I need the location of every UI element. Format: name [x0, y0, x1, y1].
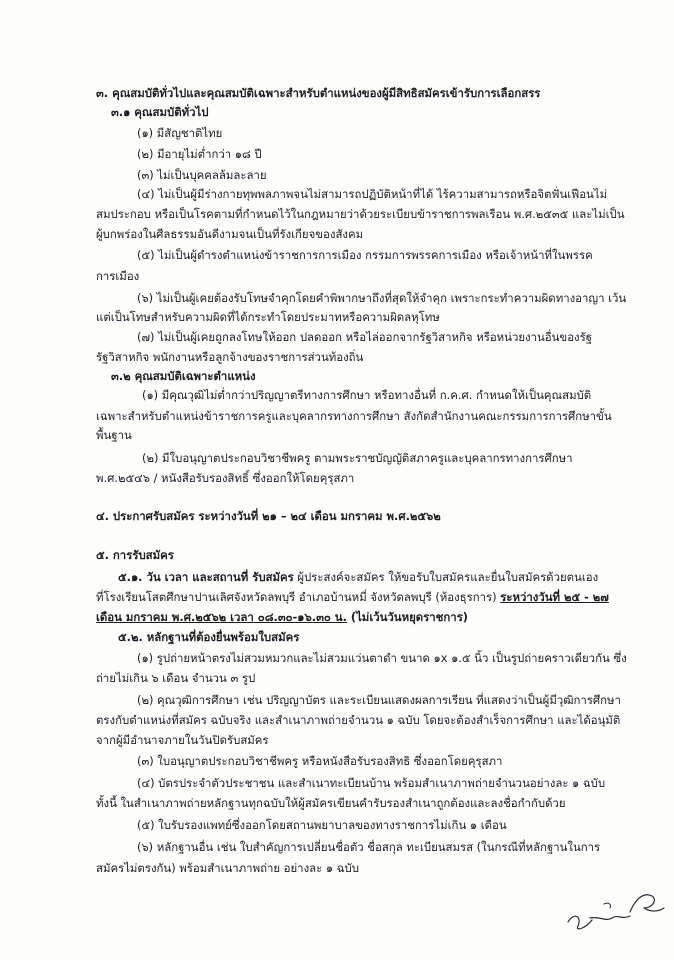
general-item-4-line-2: สมประกอบ หรือเป็นโรคตามที่กำหนดไว้ในกฎหมายว่าด้วยระเบียบข้าราชการพลเรือน พ.ศ.๒๕๓๕ และไม่เป็น: [96, 207, 625, 221]
section-5-heading: ๕. การรับสมัคร: [96, 548, 174, 562]
general-item-6-line-1: (๖) ไม่เป็นผู้เคยต้องรับโทษจำคุกโดยคำพิพากษาถึงที่สุดให้จำคุก เพราะกระทำความผิดทางอาญา เว้น: [137, 291, 627, 305]
evidence-item-6-line-2: สมัครไม่ตรงกัน) พร้อมสำเนาภาพถ่าย อย่างละ ๑ ฉบับ: [96, 861, 359, 875]
evidence-item-4-line-2: ทั้งนี้ ในสำเนาภาพถ่ายหลักฐานทุกฉบับให้ผู้สมัครเขียนคำรับรองสำเนาถูกต้องและลงชื่อกำกับด้วย: [96, 796, 566, 810]
general-item-6-line-2: แต่เป็นโทษสำหรับความผิดที่ได้กระทำโดยประมาทหรือความผิดลหุโทษ: [96, 310, 440, 324]
general-item-2: (๒) มีอายุไม่ต่ำกว่า ๑๘ ปี: [137, 147, 262, 161]
general-item-1: (๑) มีสัญชาติไทย: [137, 126, 223, 140]
evidence-item-6-line-1: (๖) หลักฐานอื่น เช่น ใบสำคัญการเปลี่ยนชื่อตัว ชื่อสกุล ทะเบียนสมรส (ในกรณีที่หลักฐานในการ: [137, 840, 601, 854]
general-item-7-line-1: (๗) ไม่เป็นผู้เคยถูกลงโทษให้ออก ปลดออก หรือไล่ออกจากรัฐวิสาหกิจ หรือหน่วยงานอื่นของรัฐ: [137, 330, 592, 344]
specific-item-1-line-1: (๑) มีคุณวุฒิไม่ต่ำกว่าปริญญาตรีทางการศึกษา หรือทางอื่นที่ ก.ค.ศ. กำหนดให้เป็นคุณสมบัติ: [142, 388, 592, 402]
evidence-item-2-line-3: จากผู้มีอำนาจภายในวันปิดรับสมัคร: [96, 733, 269, 747]
specific-item-2-line-1: (๒) มีใบอนุญาตประกอบวิชาชีพครู ตามพระราชบัญญัติสภาครูและบุคลากรทางการศึกษา: [142, 451, 573, 465]
evidence-item-1-line-2: ถ่ายไม่เกิน ๖ เดือน จำนวน ๓ รูป: [96, 671, 256, 685]
specific-item-1-line-2: เฉพาะสำหรับตำแหน่งข้าราชการครูและบุคลากรทางการศึกษา สังกัดสำนักงานคณะกรรมการการศึกษาขั้น: [96, 409, 612, 423]
section-4-announcement: ๔. ประกาศรับสมัคร ระหว่างวันที่ ๒๑ – ๒๔ เดือน มกราคม พ.ศ.๒๕๖๒: [96, 509, 441, 523]
section-5-1-line-1-rest: ผู้ประสงค์จะสมัคร ให้ขอรับใบสมัครและยื่นใบสมัครด้วยตนเอง: [293, 570, 599, 584]
section-5-1-date-range: ระหว่างวันที่ ๒๕ - ๒๗: [500, 590, 609, 604]
evidence-item-3: (๓) ใบอนุญาตประกอบวิชาชีพครู หรือหนังสือรับรองสิทธิ ซึ่งออกโดยคุรุสภา: [137, 754, 503, 768]
section-5-1-venue: ที่โรงเรียนโสตศึกษาปานเลิศจังหวัดลพบุรี อำเภอบ้านหมี่ จังหวัดลพบุรี (ห้องธุรการ): [96, 590, 501, 604]
general-item-3: (๓) ไม่เป็นบุคคลล้มละลาย: [137, 168, 267, 182]
general-item-4-line-3: ผู้บกพร่องในศีลธรรมอันดีงามจนเป็นที่รังเกียจของสังคม: [96, 227, 364, 241]
evidence-item-2-line-2: ตรงกับตำแหน่งที่สมัคร ฉบับจริง และสำเนาภาพถ่ายจำนวน ๑ ฉบับ โดยจะต้องสำเร็จการศึกษา และได้อนุมัติ: [96, 713, 621, 727]
section-5-1-line-1: [118, 570, 598, 584]
section-3-1-heading: ๓.๑ คุณสมบัติทั่วไป: [111, 105, 209, 119]
evidence-item-4-line-1: (๔) บัตรประจำตัวประชาชน และสำเนาทะเบียนบ้าน พร้อมสำเนาภาพถ่ายจำนวนอย่างละ ๑ ฉบับ: [137, 776, 606, 790]
section-5-1-lead: ๕.๑. วัน เวลา และสถานที่ รับสมัคร: [118, 570, 294, 584]
section-3-2-heading: ๓.๒ คุณสมบัติเฉพาะตำแหน่ง: [111, 369, 256, 383]
section-5-1-month-time: เดือน มกราคม พ.ศ.๒๕๖๒ เวลา ๐๘.๓๐-๑๖.๓๐ น.: [96, 610, 347, 624]
specific-item-1-line-3: พื้นฐาน: [96, 428, 132, 442]
evidence-item-2-line-1: (๒) คุณวุฒิการศึกษา เช่น ปริญญาบัตร และระเบียนแสดงผลการเรียน ที่แสดงว่าเป็นผู้มีวุฒิการศึกษา: [137, 693, 621, 707]
section-5-2-heading: ๕.๒. หลักฐานที่ต้องยื่นพร้อมใบสมัคร: [118, 630, 300, 644]
general-item-5-line-1: (๕) ไม่เป็นผู้ดำรงตำแหน่งข้าราชการการเมือง กรรมการพรรคการเมือง หรือเจ้าหน้าที่ในพรรค: [137, 248, 593, 262]
evidence-item-1-line-1: (๑) รูปถ่ายหน้าตรงไม่สวมหมวกและไม่สวมแว่นตาดำ ขนาด ๑x ๑.๕ นิ้ว เป็นรูปถ่ายคราวเดียวกัน ซึ่ง: [137, 651, 627, 665]
general-item-4-line-1: (๔) ไม่เป็นผู้มีร่างกายทุพพลภาพจนไม่สามารถปฏิบัติหน้าที่ได้ ไร้ความสามารถหรือจิตฟั่นเฟือนไม่: [137, 187, 608, 201]
section-3-heading: ๓. คุณสมบัติทั่วไปและคุณสมบัติเฉพาะสำหรับตำแหน่งของผู้มีสิทธิสมัครเข้ารับการเลือกสรร: [96, 86, 541, 100]
section-5-1-line-2: [96, 590, 609, 604]
specific-item-2-line-2: พ.ศ.๒๕๔๖ / หนังสือรับรองสิทธิ์ ซึ่งออกให้โดยคุรุสภา: [96, 471, 355, 485]
evidence-item-5: (๕) ใบรับรองแพทย์ซึ่งออกโดยสถานพยาบาลของทางราชการไม่เกิน ๑ เดือน: [137, 818, 507, 832]
general-item-5-line-2: การเมือง: [96, 269, 140, 283]
section-5-1-line-3: [96, 610, 468, 624]
handwritten-signature: [560, 882, 670, 942]
section-5-1-no-holiday-note: (ไม่เว้นวันหยุดราชการ): [346, 610, 469, 624]
general-item-7-line-2: รัฐวิสาหกิจ พนักงานหรือลูกจ้างของราชการส่วนท้องถิ่น: [96, 350, 364, 364]
